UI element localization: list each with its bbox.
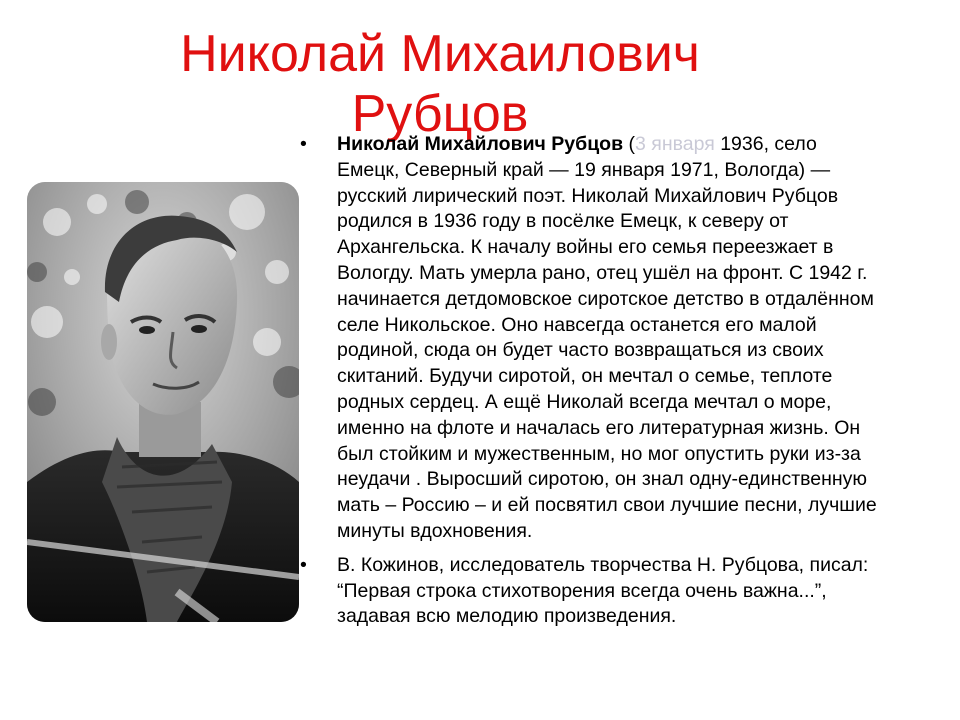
bullet-item-biography (300, 132, 880, 545)
birth-date-link[interactable]: 3 января (635, 133, 715, 155)
bullet-marker: • (300, 553, 307, 576)
biography-text: 1936, село Емецк, Северный край — 19 января 1971, Вологда) — русский лирический поэт. Николай Михайлович Рубцов родился в 1936 году в посёлке Емецк, к северу от Архангельска. К началу войны его семья переезжает в Вологду. Мать умерла рано, отец ушёл на фронт. С 1942 г. начинается детдомовское сиротское детство в отдалённом селе Никольское. Оно навсегда останется его малой родиной, сюда он будет часто возвращаться из своих скитаний. Будучи сиротой, он мечтал о семье, теплоте родных сердец. А ещё Николай всегда мечтал о море, именно на флоте и началась его литературная жизнь. Он был стойким и мужественным, но мог опустить руки из-за неудачи . Выросший сиротою, он знал одну-единственную мать – Россию – и ей посвятил свои лучшие песни, лучшие минуты вдохновения. (337, 133, 877, 542)
bullet-list (300, 132, 880, 638)
paren-open: ( (623, 133, 636, 155)
poet-name: Николай Михайлович Рубцов (337, 133, 624, 155)
portrait-photo (27, 182, 299, 622)
quote-text: В. Кожинов, исследователь творчества Н. Рубцова, писал: “Первая строка стихотворения всегда очень важна...”, задавая всю мелодию произведения. (337, 553, 869, 628)
title-line-2: Рубцов (351, 85, 529, 143)
bullet-marker: • (300, 133, 307, 155)
title-line-1: Николай Михаилович (180, 25, 700, 83)
portrait-image (27, 182, 299, 622)
bullet-item-quote (300, 553, 880, 630)
slide-title (120, 24, 760, 144)
